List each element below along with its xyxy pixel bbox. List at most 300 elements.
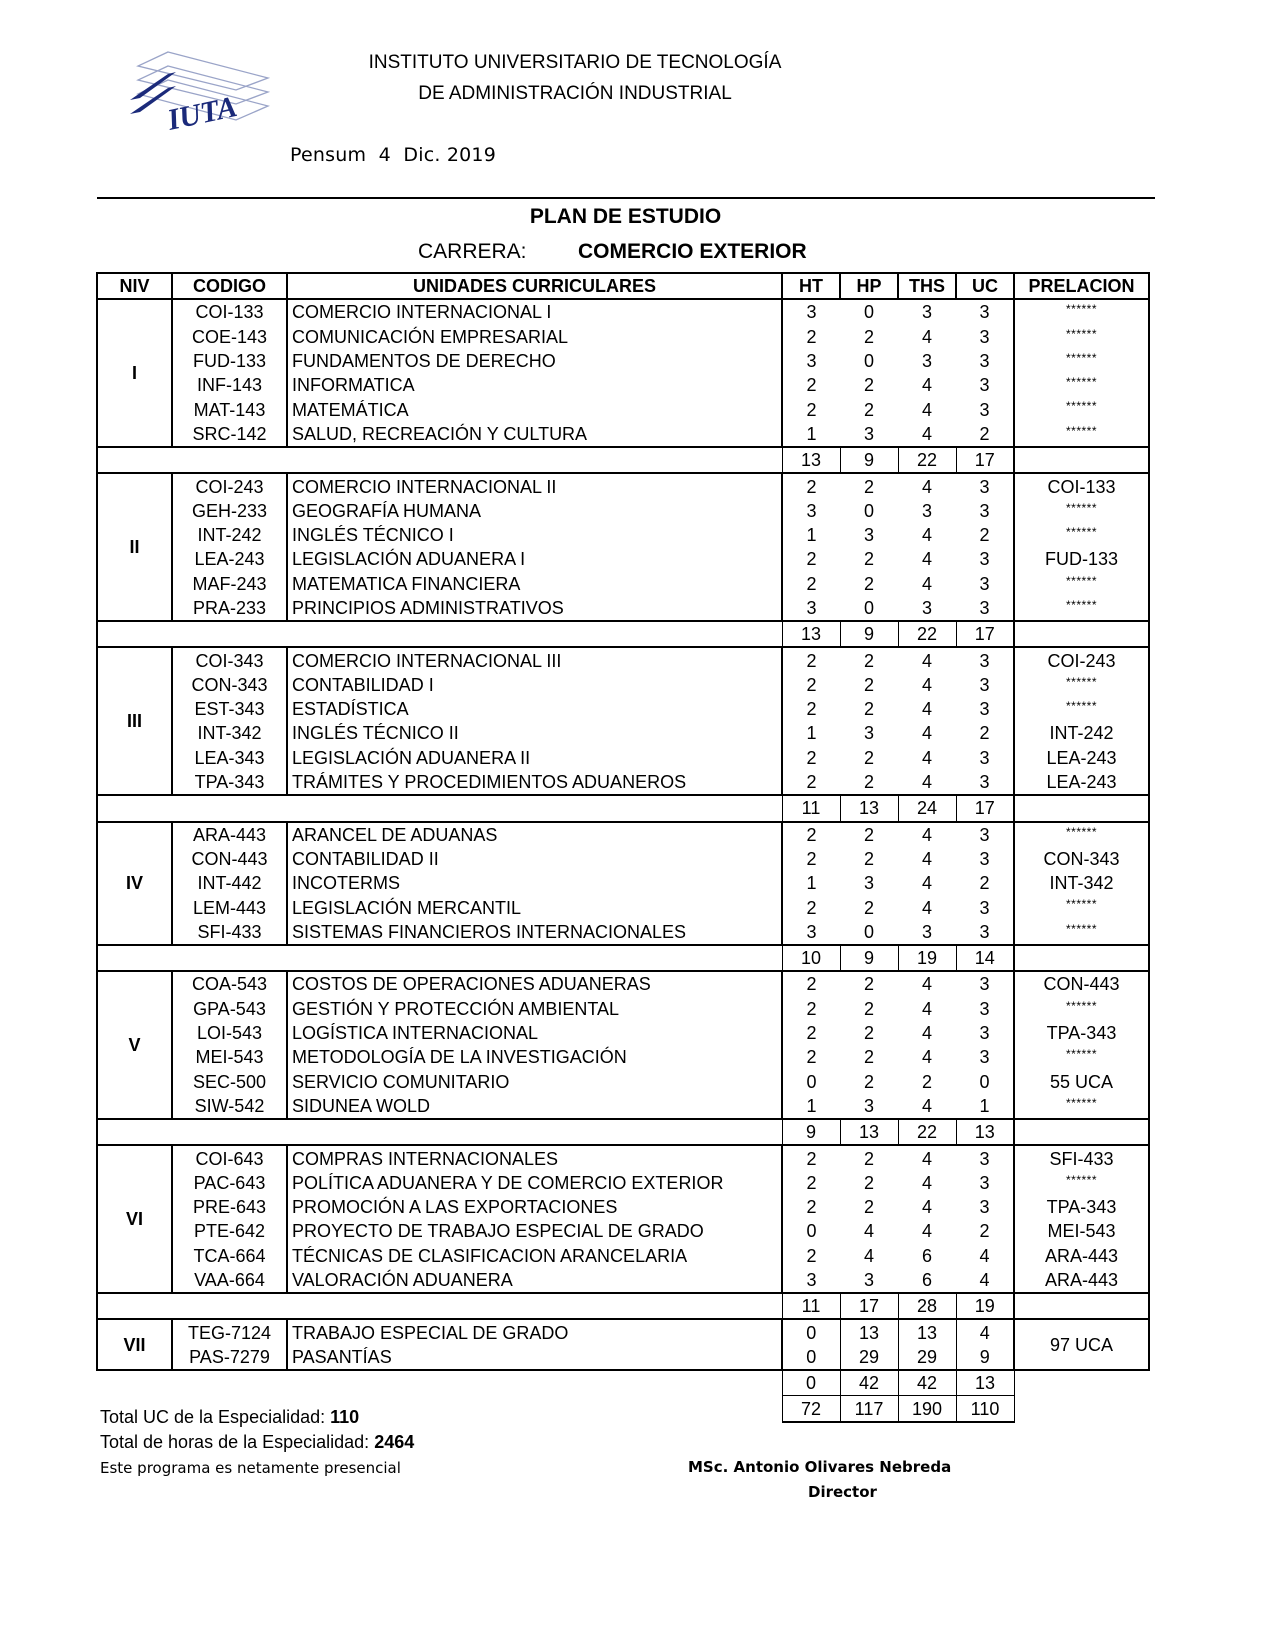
- prerequisite: TPA-343: [1014, 1195, 1149, 1219]
- prerequisite: ******: [1014, 596, 1149, 621]
- uc-value: 3: [956, 1195, 1014, 1219]
- signature-title: Director: [808, 1483, 877, 1501]
- course-code: VAA-664: [172, 1268, 287, 1293]
- table-row: [97, 473, 1149, 498]
- hp-value: 2: [863, 549, 874, 570]
- course-code: INT-242: [172, 523, 287, 547]
- course-code: TEG-7124: [172, 1319, 287, 1344]
- hp-value: 2: [863, 674, 874, 695]
- prerequisite: INT-242: [1014, 721, 1149, 745]
- course-name: ARANCEL DE ADUANAS: [287, 822, 782, 847]
- table-row: [97, 499, 1149, 523]
- header-rule: [97, 197, 1155, 199]
- ths-value: 4: [898, 971, 956, 996]
- carrera-line: [96, 240, 1155, 266]
- grand-total-ths: 190: [898, 1396, 956, 1422]
- course-name: PROMOCIÓN A LAS EXPORTACIONES: [287, 1195, 782, 1219]
- table-row: [97, 572, 1149, 596]
- institution-name-line1: INSTITUTO UNIVERSITARIO DE TECNOLOGÍA: [368, 52, 782, 73]
- course-code: LEA-243: [172, 547, 287, 571]
- prerequisite: ******: [1014, 1094, 1149, 1119]
- totals-prel-spacer: [1014, 945, 1149, 971]
- hp-value: 3: [863, 723, 874, 744]
- ht-value: 0: [782, 1345, 840, 1370]
- table-row: [97, 647, 1149, 672]
- prerequisite: ******: [1014, 673, 1149, 697]
- totals-prel-spacer: [1014, 621, 1149, 647]
- course-code: PTE-642: [172, 1219, 287, 1243]
- total-uc: 17: [956, 795, 1014, 821]
- course-name: LOGÍSTICA INTERNACIONAL: [287, 1021, 782, 1045]
- course-name: PROYECTO DE TRABAJO ESPECIAL DE GRADO: [287, 1219, 782, 1243]
- carrera-value: COMERCIO EXTERIOR: [578, 240, 807, 263]
- uc-value: 3: [956, 596, 1014, 621]
- course-code: SRC-142: [172, 422, 287, 447]
- hp-value: 2: [840, 822, 898, 847]
- ht-value: 1: [782, 422, 840, 447]
- course-name: CONTABILIDAD I: [287, 673, 782, 697]
- hp-value: 3: [863, 525, 874, 546]
- total-ths: 22: [898, 621, 956, 647]
- ht-value: 2: [806, 747, 817, 768]
- hp-value: 2: [863, 1172, 874, 1193]
- total-ths: 22: [898, 447, 956, 473]
- hp-value: 0: [840, 299, 898, 324]
- total-ths: 22: [898, 1119, 956, 1145]
- course-code: PAS-7279: [172, 1345, 287, 1370]
- uc-value: 3: [956, 299, 1014, 324]
- ths-value: 4: [921, 873, 932, 894]
- uc-value: 3: [956, 673, 1014, 697]
- col-header-ths: THS: [898, 273, 956, 299]
- ths-value: 2: [921, 1071, 932, 1092]
- course-code: SIW-542: [172, 1094, 287, 1119]
- total-ht: 13: [782, 621, 840, 647]
- uc-value: 2: [956, 523, 1014, 547]
- hp-value: 4: [863, 1221, 874, 1242]
- course-name: COMERCIO INTERNACIONAL II: [287, 473, 782, 498]
- course-name: TRABAJO ESPECIAL DE GRADO: [287, 1319, 782, 1344]
- ths-value: 4: [921, 375, 932, 396]
- course-name: VALORACIÓN ADUANERA: [287, 1268, 782, 1293]
- table-row: [97, 1021, 1149, 1045]
- table-row: [97, 697, 1149, 721]
- ths-value: 4: [898, 1145, 956, 1170]
- table-row: [97, 822, 1149, 847]
- ht-value: 2: [806, 1023, 817, 1044]
- total-hp: 13: [840, 1119, 898, 1145]
- level-totals-row: [97, 621, 1149, 647]
- ths-value: 4: [898, 770, 956, 795]
- ht-value: 1: [806, 723, 817, 744]
- uc-value: 3: [956, 997, 1014, 1021]
- total-hours-value: 2464: [374, 1432, 415, 1452]
- prerequisite: ******: [1014, 997, 1149, 1021]
- ht-value: 3: [782, 596, 840, 621]
- ht-value: 2: [806, 1172, 817, 1193]
- prerequisite: ******: [1014, 499, 1149, 523]
- course-name: PASANTÍAS: [287, 1345, 782, 1370]
- grand-total-hp: 117: [840, 1396, 898, 1422]
- iuta-logo-icon: [128, 50, 278, 138]
- level-label: II: [97, 473, 172, 621]
- course-name: GEOGRAFÍA HUMANA: [287, 499, 782, 523]
- ht-value: 2: [806, 399, 817, 420]
- course-name: SERVICIO COMUNITARIO: [287, 1070, 782, 1094]
- uc-value: 3: [956, 397, 1014, 421]
- uc-value: 3: [956, 349, 1014, 373]
- hp-value: 0: [840, 596, 898, 621]
- prerequisite: FUD-133: [1014, 547, 1149, 571]
- uc-value: 1: [956, 1094, 1014, 1119]
- ths-value: 4: [921, 747, 932, 768]
- table-row: [97, 397, 1149, 421]
- ths-value: 3: [898, 596, 956, 621]
- uc-value: 3: [956, 920, 1014, 945]
- hp-value: 2: [863, 897, 874, 918]
- ht-value: 1: [806, 525, 817, 546]
- course-code: MAF-243: [172, 572, 287, 596]
- totals-spacer: [97, 945, 782, 971]
- ths-value: 6: [921, 1245, 932, 1266]
- total-uc: [100, 1407, 359, 1428]
- level-totals-row: [97, 1119, 1149, 1145]
- ht-value: 2: [806, 848, 817, 869]
- totals-prel-spacer: [1014, 795, 1149, 821]
- ht-value: 2: [806, 1245, 817, 1266]
- uc-value: 2: [956, 871, 1014, 895]
- hp-value: 0: [863, 500, 874, 521]
- course-name: METODOLOGÍA DE LA INVESTIGACIÓN: [287, 1045, 782, 1069]
- course-code: LEM-443: [172, 895, 287, 919]
- uc-value: 0: [956, 1070, 1014, 1094]
- totals-prel-spacer: [1014, 447, 1149, 473]
- totals-spacer: [97, 1293, 782, 1319]
- uc-value: 3: [956, 847, 1014, 871]
- prerequisite: TPA-343: [1014, 1021, 1149, 1045]
- uc-value: 3: [956, 547, 1014, 571]
- ht-value: 2: [806, 375, 817, 396]
- hp-value: 2: [863, 747, 874, 768]
- pensum-date: Pensum 4 Dic. 2019: [290, 144, 496, 166]
- uc-value: 3: [956, 1021, 1014, 1045]
- total-uc-label: Total UC de la Especialidad:: [100, 1407, 331, 1427]
- total-ths: 24: [898, 795, 956, 821]
- ths-value: 4: [921, 1172, 932, 1193]
- table-row: [97, 997, 1149, 1021]
- level-totals-row: [97, 447, 1149, 473]
- table-row: [97, 871, 1149, 895]
- course-code: MEI-543: [172, 1045, 287, 1069]
- total-uc: 17: [956, 621, 1014, 647]
- course-name: TRÁMITES Y PROCEDIMIENTOS ADUANEROS: [287, 770, 782, 795]
- ths-value: 3: [898, 299, 956, 324]
- ths-value: 4: [921, 998, 932, 1019]
- table-row: [97, 373, 1149, 397]
- uc-value: 3: [956, 1171, 1014, 1195]
- ht-value: 2: [782, 822, 840, 847]
- prerequisite: ******: [1014, 822, 1149, 847]
- prerequisite: COI-133: [1014, 473, 1149, 498]
- carrera-label: CARRERA:: [418, 240, 527, 263]
- ths-value: 4: [898, 473, 956, 498]
- ht-value: 2: [782, 1145, 840, 1170]
- table-row: [97, 1195, 1149, 1219]
- ht-value: 2: [806, 326, 817, 347]
- table-row: [97, 971, 1149, 996]
- hp-value: 2: [863, 573, 874, 594]
- ht-value: 1: [806, 873, 817, 894]
- uc-value: 3: [956, 373, 1014, 397]
- total-hp: 9: [840, 945, 898, 971]
- uc-value: 3: [956, 647, 1014, 672]
- hp-value: 2: [863, 848, 874, 869]
- ht-value: 3: [782, 920, 840, 945]
- course-name: SIDUNEA WOLD: [287, 1094, 782, 1119]
- col-header-uc: UC: [956, 273, 1014, 299]
- table-row: [97, 1244, 1149, 1268]
- hp-value: 3: [863, 873, 874, 894]
- course-name: MATEMATICA FINANCIERA: [287, 572, 782, 596]
- col-header-niv: NIV: [97, 273, 172, 299]
- course-name: PRINCIPIOS ADMINISTRATIVOS: [287, 596, 782, 621]
- course-code: COE-143: [172, 325, 287, 349]
- course-name: INGLÉS TÉCNICO II: [287, 721, 782, 745]
- course-name: INFORMATICA: [287, 373, 782, 397]
- total-ht: 11: [782, 795, 840, 821]
- prerequisite: LEA-243: [1014, 770, 1149, 795]
- table-row: [97, 847, 1149, 871]
- prerequisite: COI-243: [1014, 647, 1149, 672]
- ths-value: 4: [921, 549, 932, 570]
- uc-value: 3: [956, 822, 1014, 847]
- table-row: [97, 1094, 1149, 1119]
- table-row: [97, 325, 1149, 349]
- course-code: MAT-143: [172, 397, 287, 421]
- table-row: [97, 746, 1149, 770]
- course-name: SISTEMAS FINANCIEROS INTERNACIONALES: [287, 920, 782, 945]
- ths-value: 4: [921, 399, 932, 420]
- total-uc: 13: [956, 1370, 1014, 1396]
- course-name: FUNDAMENTOS DE DERECHO: [287, 349, 782, 373]
- prerequisite: ******: [1014, 1171, 1149, 1195]
- prerequisite: ARA-443: [1014, 1268, 1149, 1293]
- hp-value: 3: [840, 1094, 898, 1119]
- table-row: [97, 770, 1149, 795]
- prerequisite: ******: [1014, 523, 1149, 547]
- course-code: COA-543: [172, 971, 287, 996]
- prerequisite: MEI-543: [1014, 1219, 1149, 1243]
- ht-value: 0: [806, 1071, 817, 1092]
- total-uc: 19: [956, 1293, 1014, 1319]
- ht-value: 2: [806, 897, 817, 918]
- prerequisite: LEA-243: [1014, 746, 1149, 770]
- uc-value: 3: [956, 895, 1014, 919]
- course-name: LEGISLACIÓN ADUANERA II: [287, 746, 782, 770]
- ht-value: 3: [806, 500, 817, 521]
- ht-value: 2: [806, 549, 817, 570]
- total-uc: 17: [956, 447, 1014, 473]
- ht-value: 2: [806, 573, 817, 594]
- course-code: INT-342: [172, 721, 287, 745]
- uc-value: 2: [956, 422, 1014, 447]
- uc-value: 3: [956, 971, 1014, 996]
- institution-name-line2: DE ADMINISTRACIÓN INDUSTRIAL: [418, 83, 732, 104]
- level-label: IV: [97, 822, 172, 945]
- ths-value: 4: [921, 723, 932, 744]
- course-name: ESTADÍSTICA: [287, 697, 782, 721]
- table-row: [97, 523, 1149, 547]
- level-totals-row: [97, 1370, 1149, 1396]
- course-code: PRE-643: [172, 1195, 287, 1219]
- total-ths: 28: [898, 1293, 956, 1319]
- ths-value: 3: [898, 920, 956, 945]
- course-code: COI-243: [172, 473, 287, 498]
- ht-value: 2: [806, 699, 817, 720]
- prerequisite: ******: [1014, 920, 1149, 945]
- course-name: GESTIÓN Y PROTECCIÓN AMBIENTAL: [287, 997, 782, 1021]
- course-code: ARA-443: [172, 822, 287, 847]
- iuta-logo: [128, 50, 278, 138]
- course-code: TCA-664: [172, 1244, 287, 1268]
- svg-text:IUTA: IUTA: [164, 90, 240, 137]
- course-code: COI-343: [172, 647, 287, 672]
- course-code: TPA-343: [172, 770, 287, 795]
- totals-prel-spacer: [1014, 1119, 1149, 1145]
- plan-title: PLAN DE ESTUDIO: [529, 205, 722, 228]
- ths-value: 3: [921, 500, 932, 521]
- total-hp: 9: [840, 447, 898, 473]
- ht-value: 2: [782, 971, 840, 996]
- total-hp: 17: [840, 1293, 898, 1319]
- table-row: [97, 1171, 1149, 1195]
- prerequisite: ******: [1014, 349, 1149, 373]
- totals-spacer: [97, 1119, 782, 1145]
- uc-value: 3: [956, 746, 1014, 770]
- hp-value: 2: [863, 1197, 874, 1218]
- level-totals-row: [97, 945, 1149, 971]
- ht-value: 2: [782, 473, 840, 498]
- ths-value: 4: [898, 1094, 956, 1119]
- course-name: COMERCIO INTERNACIONAL I: [287, 299, 782, 324]
- ths-value: 4: [921, 848, 932, 869]
- ths-value: 4: [921, 699, 932, 720]
- course-code: SEC-500: [172, 1070, 287, 1094]
- total-ht: 13: [782, 447, 840, 473]
- uc-value: 9: [956, 1345, 1014, 1370]
- ht-value: 2: [782, 647, 840, 672]
- table-row: [97, 721, 1149, 745]
- ths-value: 4: [921, 897, 932, 918]
- table-row: [97, 1345, 1149, 1370]
- col-header-codigo: CODIGO: [172, 273, 287, 299]
- total-ths: 42: [898, 1370, 956, 1396]
- total-ht: 9: [782, 1119, 840, 1145]
- prerequisite: ******: [1014, 697, 1149, 721]
- ht-value: 3: [782, 1268, 840, 1293]
- prerequisite: CON-443: [1014, 971, 1149, 996]
- course-name: CONTABILIDAD II: [287, 847, 782, 871]
- uc-value: 4: [956, 1244, 1014, 1268]
- ths-value: 4: [921, 525, 932, 546]
- total-ths: 19: [898, 945, 956, 971]
- course-name: INGLÉS TÉCNICO I: [287, 523, 782, 547]
- ht-value: 0: [806, 1221, 817, 1242]
- prerequisite: ******: [1014, 1045, 1149, 1069]
- table-row: [97, 1045, 1149, 1069]
- hp-value: 0: [840, 920, 898, 945]
- table-row: [97, 1219, 1149, 1243]
- table-row: [97, 1268, 1149, 1293]
- ths-value: 4: [921, 1023, 932, 1044]
- course-name: COMUNICACIÓN EMPRESARIAL: [287, 325, 782, 349]
- course-code: INT-442: [172, 871, 287, 895]
- course-code: COI-133: [172, 299, 287, 324]
- course-code: CON-443: [172, 847, 287, 871]
- totals-prel-spacer: [1014, 1370, 1149, 1396]
- hp-value: 2: [840, 770, 898, 795]
- course-name: LEGISLACIÓN MERCANTIL: [287, 895, 782, 919]
- ht-value: 2: [806, 1197, 817, 1218]
- totals-spacer: [97, 621, 782, 647]
- level-totals-row: [97, 795, 1149, 821]
- table-header-row: [97, 273, 1149, 299]
- table-row: [97, 349, 1149, 373]
- prerequisite: INT-342: [1014, 871, 1149, 895]
- ths-value: 4: [921, 1221, 932, 1242]
- table-row: [97, 547, 1149, 571]
- prerequisite: ******: [1014, 299, 1149, 324]
- uc-value: 3: [956, 1145, 1014, 1170]
- course-name: COMERCIO INTERNACIONAL III: [287, 647, 782, 672]
- total-ht: 11: [782, 1293, 840, 1319]
- level-label: VII: [97, 1319, 172, 1370]
- course-code: FUD-133: [172, 349, 287, 373]
- course-name: SALUD, RECREACIÓN Y CULTURA: [287, 422, 782, 447]
- total-hours: [100, 1432, 414, 1453]
- hp-value: 3: [840, 422, 898, 447]
- course-name: MATEMÁTICA: [287, 397, 782, 421]
- uc-value: 3: [956, 770, 1014, 795]
- prerequisite: CON-343: [1014, 847, 1149, 871]
- prerequisite: 55 UCA: [1014, 1070, 1149, 1094]
- prerequisite: ******: [1014, 422, 1149, 447]
- hp-value: 2: [863, 998, 874, 1019]
- ht-value: 3: [806, 351, 817, 372]
- course-name: POLÍTICA ADUANERA Y DE COMERCIO EXTERIOR: [287, 1171, 782, 1195]
- hp-value: 2: [863, 326, 874, 347]
- total-uc: 13: [956, 1119, 1014, 1145]
- table-row: [97, 673, 1149, 697]
- course-code: GPA-543: [172, 997, 287, 1021]
- signature-name: MSc. Antonio Olivares Nebreda: [688, 1458, 952, 1476]
- total-ht: 0: [782, 1370, 840, 1396]
- course-code: SFI-433: [172, 920, 287, 945]
- hp-value: 2: [840, 647, 898, 672]
- col-header-ht: HT: [782, 273, 840, 299]
- uc-value: 3: [956, 473, 1014, 498]
- ht-value: 2: [806, 998, 817, 1019]
- ht-value: 2: [806, 674, 817, 695]
- table-row: [97, 596, 1149, 621]
- totals-spacer: [97, 447, 782, 473]
- prerequisite: ARA-443: [1014, 1244, 1149, 1268]
- ht-value: 2: [782, 770, 840, 795]
- total-ht: 10: [782, 945, 840, 971]
- level-label: VI: [97, 1145, 172, 1293]
- table-row: [97, 1145, 1149, 1170]
- totals-spacer: [97, 1370, 782, 1396]
